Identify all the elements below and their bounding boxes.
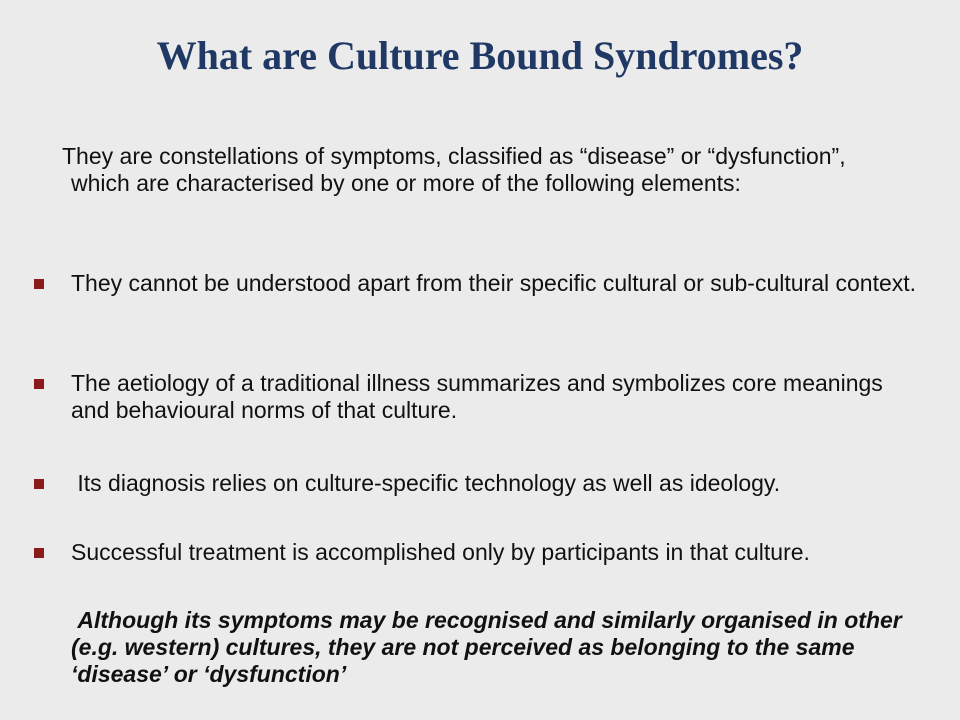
bullet-text: Successful treatment is accomplished only by participants in that culture. xyxy=(71,539,810,565)
square-bullet-icon xyxy=(34,379,44,389)
intro-paragraph: They are constellations of symptoms, classified as “disease” or “dysfunction”, which are characterised by one or more of the following elements: xyxy=(62,143,846,196)
square-bullet-icon xyxy=(34,548,44,558)
bullet-item xyxy=(34,370,924,424)
bullet-item xyxy=(34,270,924,297)
bullet-text: Its diagnosis relies on culture-specific technology as well as ideology. xyxy=(71,470,781,496)
slide-title: What are Culture Bound Syndromes? xyxy=(156,33,804,78)
bullet-item xyxy=(34,470,924,497)
bullet-text: They cannot be understood apart from their specific cultural or sub-cultural context. xyxy=(71,270,917,296)
bullet-item xyxy=(34,539,924,566)
square-bullet-icon xyxy=(34,479,44,489)
note-paragraph: Although its symptoms may be recognised and similarly organised in other (e.g. western) cultures, they are not perceived as belonging to the same ‘disease’ or ‘dysfunction’ xyxy=(71,607,909,687)
bullet-text: The aetiology of a traditional illness summarizes and symbolizes core meanings and behavioural norms of that culture. xyxy=(71,370,883,423)
square-bullet-icon xyxy=(34,279,44,289)
